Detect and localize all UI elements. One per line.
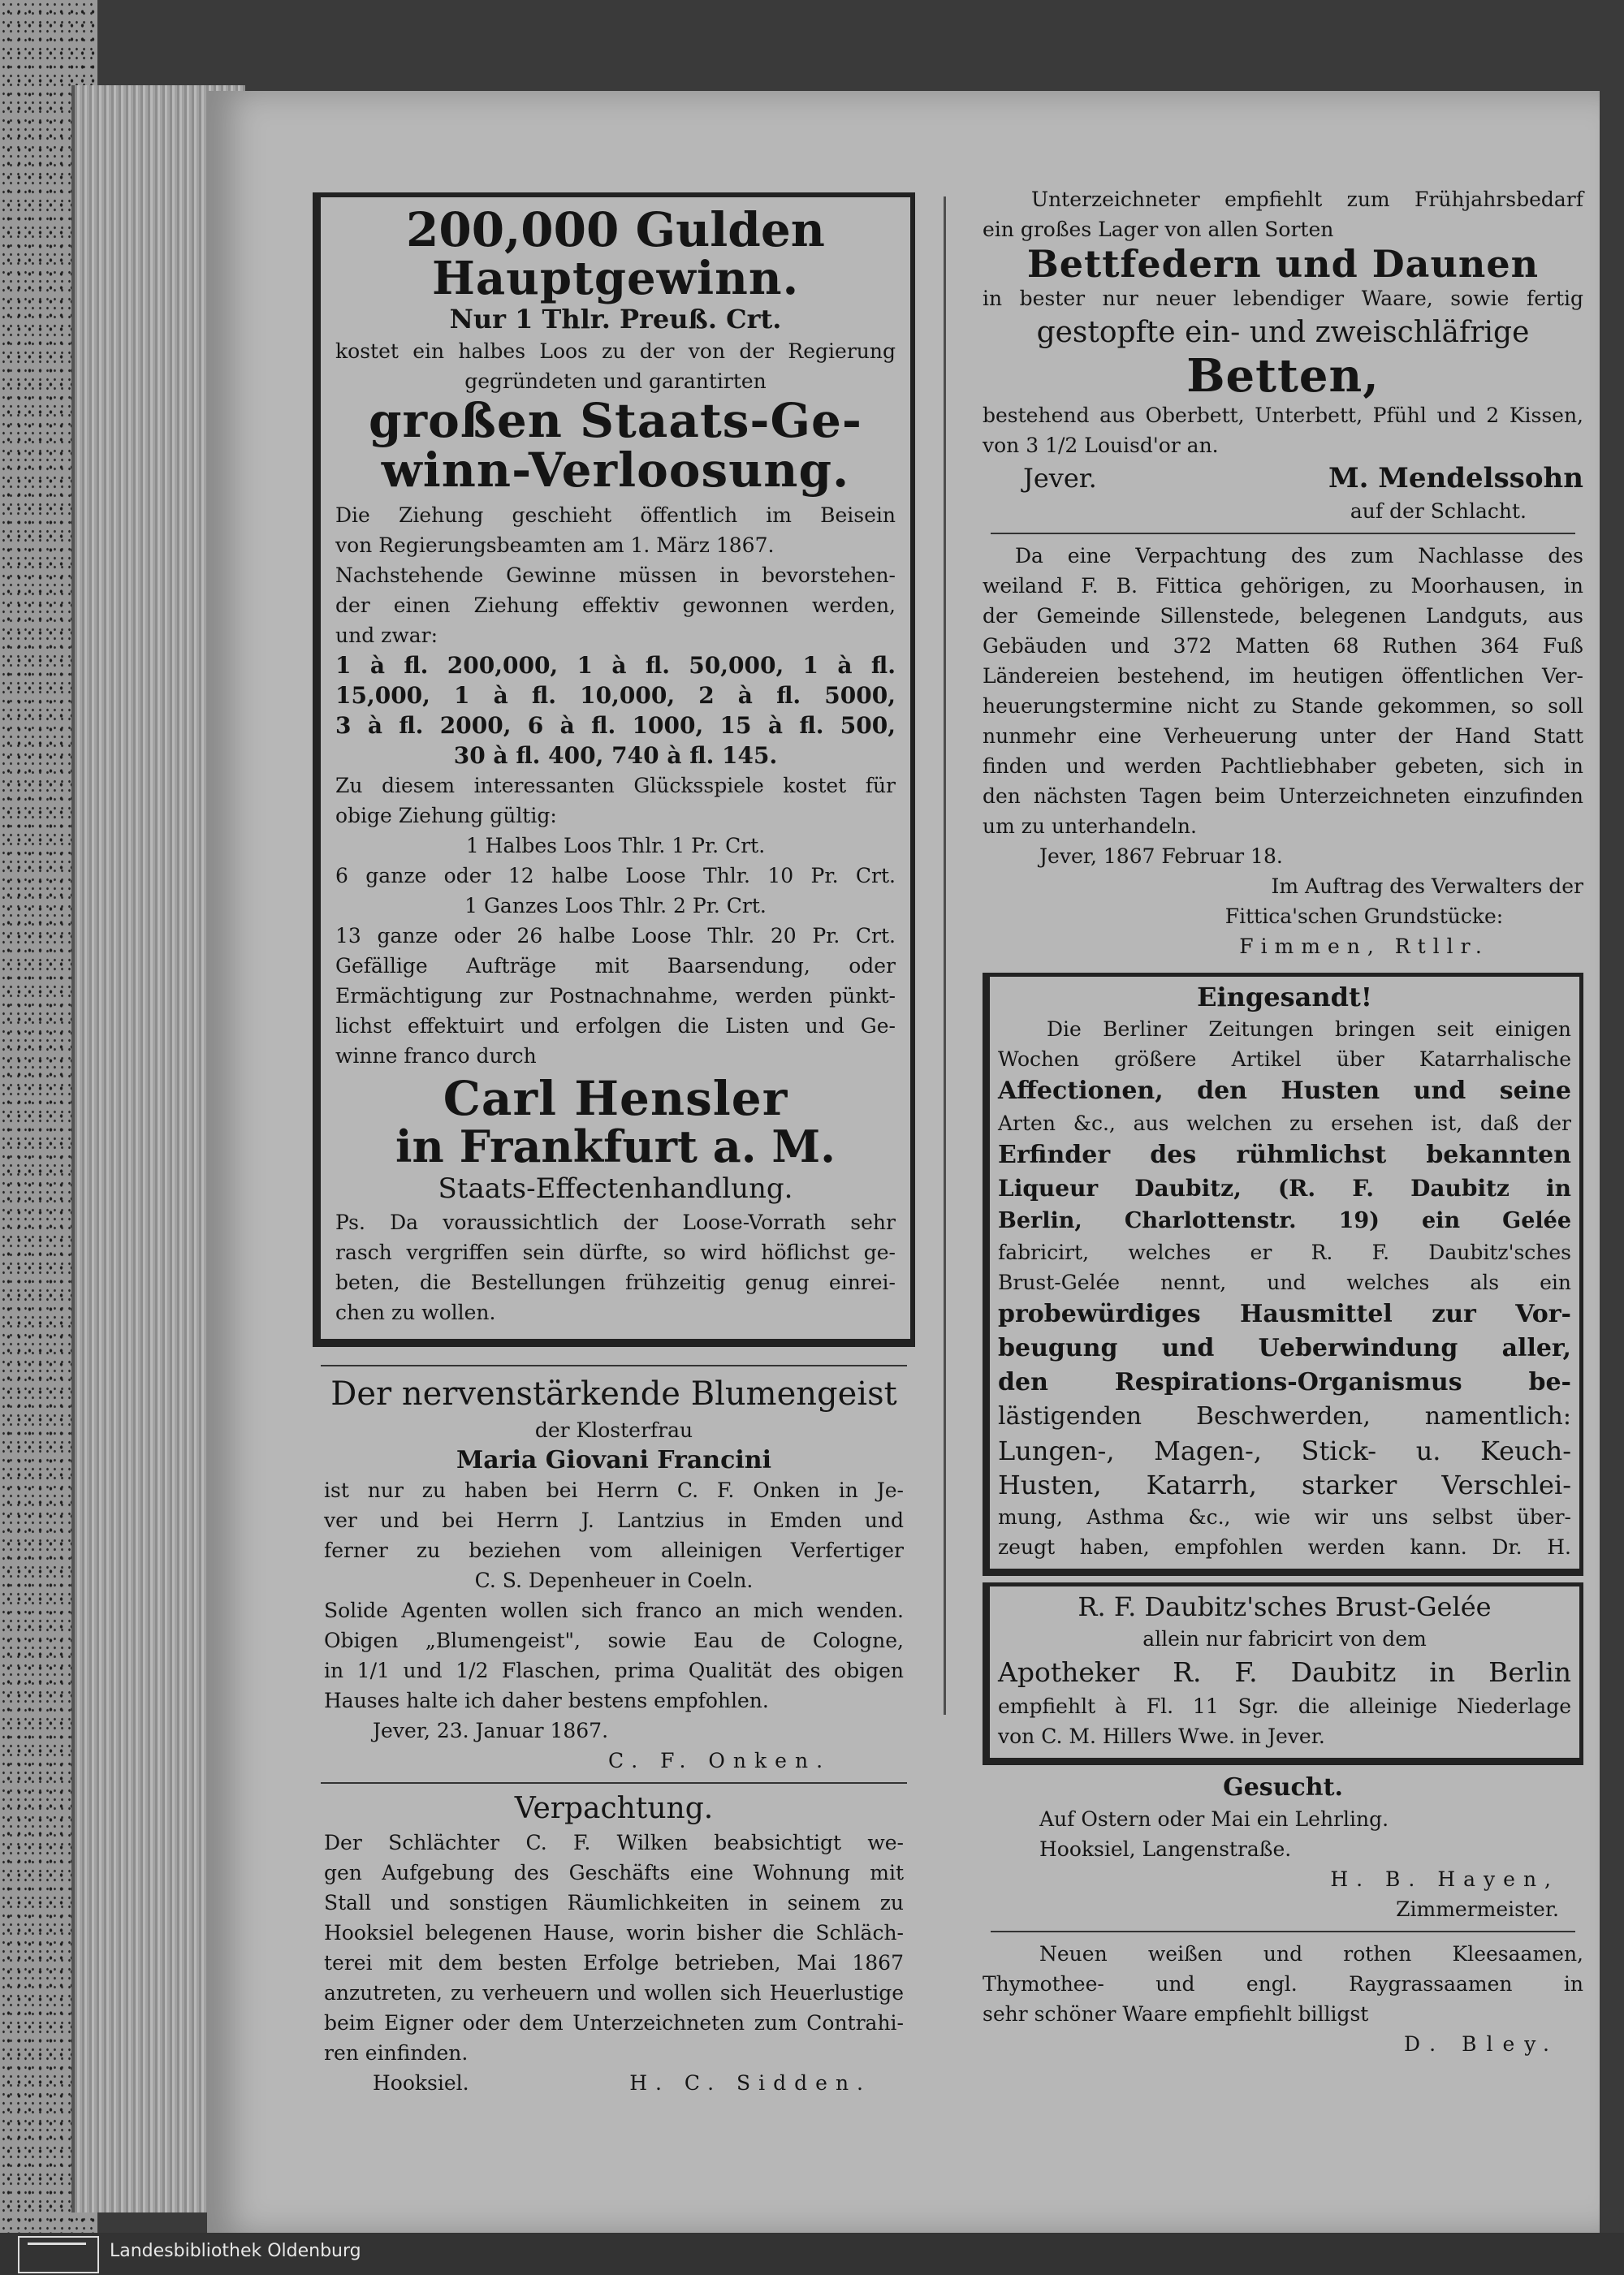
firm-type: Staats-Effectenhandlung. (438, 1172, 793, 1205)
ad-body-line: ist nur zu haben bei Herrn C. F. Onken in Je- (324, 1478, 904, 1502)
newspaper-page (207, 91, 1600, 2234)
ad-body-line: von Regierungsbeamten am 1. März 1867. (335, 533, 775, 558)
ad-body-line: Zu diesem interessanten Glücksspiele kostet für (335, 774, 896, 798)
ad-subtitle-price: Nur 1 Thlr. Preuß. Crt. (449, 303, 782, 335)
ad-line: in bester nur neuer lebendiger Waare, sowie fertig (983, 287, 1583, 311)
ad-body-line: ferner zu beziehen vom alleinigen Verfertiger (324, 1538, 904, 1562)
divider (991, 1931, 1575, 1932)
ad-title: Eingesandt! (1197, 982, 1372, 1013)
ad-line: empfiehlt à Fl. 11 Sgr. die alleinige Niederlage (998, 1694, 1571, 1719)
library-name: Landesbibliothek Oldenburg (110, 2241, 361, 2261)
ad-line: von C. M. Hillers Wwe. in Jever. (998, 1725, 1325, 1749)
gesucht-advertisement (983, 1772, 1583, 1924)
ad-body-line: Lungen-, Magen-, Stick- u. Keuch- (998, 1435, 1571, 1467)
divider (321, 1782, 907, 1784)
ad-body-line: beugung und Ueberwindung aller, (998, 1334, 1571, 1363)
ad-line: sehr schöner Waare empfiehlt billigst (983, 2002, 1369, 2027)
ad-title: R. F. Daubitz'sches Brust-Gelée (1078, 1591, 1492, 1623)
ad-body-line: probewürdiges Hausmittel zur Vor- (998, 1300, 1571, 1329)
ad-title-2: gestopfte ein- und zweischläfrige (1036, 316, 1530, 350)
ad-title-gulden: 200,000 Gulden (406, 202, 825, 257)
ad-body-line: ren einfinden. (324, 2040, 469, 2065)
ad-body-line: Ländereien bestehend, im heutigen öffentlichen Ver- (983, 664, 1583, 689)
ad-body-line: lichst effektuirt und erfolgen die Listen und Ge- (335, 1014, 896, 1038)
ad-title-3: Betten, (1186, 349, 1380, 404)
ad-price-line: 1 Ganzes Loos Thlr. 2 Pr. Crt. (464, 894, 767, 918)
ad-body-line: heuerungstermine nicht zu Stande gekommen, so soll (983, 694, 1583, 719)
firm-city: in Frankfurt a. M. (395, 1120, 836, 1172)
ad-place: Jever. (1023, 463, 1097, 494)
ad-title: Bettfedern und Daunen (1026, 242, 1540, 286)
prize-line: 15,000, 1 à fl. 10,000, 2 à fl. 5000, (335, 682, 896, 710)
ad-date: Jever, 23. Januar 1867. (373, 1718, 609, 1742)
ad-body-line: Hooksiel belegenen Hause, worin bisher die Schläch- (324, 1920, 904, 1945)
brust-gelee-box (983, 1582, 1583, 1765)
ad-line: Thymothee- und engl. Raygrassaamen in (983, 1972, 1583, 1997)
ad-place: Hooksiel. (373, 2070, 469, 2095)
ad-body-line: Liqueur Daubitz, (R. F. Daubitz in (998, 1175, 1571, 1202)
divider (321, 1365, 907, 1366)
ad-title: Der nervenstärkende Blumengeist (330, 1375, 897, 1413)
ad-body-line: der einen Ziehung effektiv gewonnen werden, (335, 594, 896, 618)
ad-body-line: in 1/1 und 1/2 Flaschen, prima Qualität des obigen (324, 1658, 904, 1682)
ad-body-line: Husten, Katarrh, starker Verschlei- (998, 1470, 1571, 1501)
ad-body-line: Obigen „Blumengeist", sowie Eau de Cologne, (324, 1628, 904, 1652)
ad-body-line: Brust-Gelée nennt, und welches als ein (998, 1271, 1571, 1295)
ad-signature: Fimmen, Rtllr. (1239, 935, 1489, 959)
ad-signature: D. Bley. (1404, 2032, 1559, 2057)
ad-body-line: Nachstehende Gewinne müssen in bevorstehen- (335, 563, 896, 588)
prize-line: 3 à fl. 2000, 6 à fl. 1000, 15 à fl. 500, (335, 712, 896, 740)
ad-subtitle: der Klosterfrau (534, 1418, 693, 1442)
ad-body-line: gen Aufgebung des Geschäfts eine Wohnung mit (324, 1860, 904, 1884)
ad-body-line: zeugt haben, empfohlen werden kann. Dr. H. (998, 1535, 1571, 1560)
ad-body-line: anzutreten, zu verheuern und wollen sich Heuerlustige (324, 1980, 904, 2005)
ad-maker: C. S. Depenheuer in Coeln. (474, 1568, 754, 1592)
ps-line: chen zu wollen. (335, 1300, 496, 1324)
ad-body-line: lästigenden Beschwerden, namentlich: (998, 1402, 1571, 1431)
left-column (313, 192, 915, 2098)
ad-line: Auf Ostern oder Mai ein Lehrling. (1039, 1807, 1389, 1832)
ad-body-line: Arten &c., aus welchen zu ersehen ist, daß der (998, 1112, 1571, 1136)
column-separator (944, 196, 946, 1715)
ad-title-hauptgewinn: Hauptgewinn. (431, 251, 800, 305)
ad-body-line: Der Schlächter C. F. Wilken beabsichtigt we- (324, 1830, 904, 1854)
ad-body-line: Wochen größere Artikel über Katarrhalische (998, 1047, 1571, 1072)
ad-line: Unterzeichneter empfiehlt zum Frühjahrsbedarf (1031, 188, 1583, 211)
ad-merchant: M. Mendelssohn (1328, 462, 1583, 495)
ad-body-line: beim Eigner oder dem Unterzeichneten zum Contrahi- (324, 2010, 904, 2035)
ad-body-line: mung, Asthma &c., wie wir uns selbst über- (998, 1505, 1571, 1530)
ad-body-line: finden und werden Pachtliebhaber gebeten, sich in (983, 754, 1583, 779)
ad-authority: Im Auftrag des Verwalters der (1271, 874, 1583, 899)
divider (991, 533, 1575, 534)
prize-line: 1 à fl. 200,000, 1 à fl. 50,000, 1 à fl. (335, 652, 896, 680)
ad-signature: H. B. Hayen, (1330, 1867, 1559, 1892)
ad-intro-line: gegründeten und garantirten (464, 369, 767, 394)
ad-body-line: Stall und sonstigen Räumlichkeiten in seinem zu (324, 1890, 904, 1915)
ad-line: ein großes Lager von allen Sorten (983, 218, 1334, 241)
ad-body-line: fabricirt, welches er R. F. Daubitz'sches (998, 1241, 1571, 1265)
ad-price-line: 6 ganze oder 12 halbe Loose Thlr. 10 Pr. Crt. (335, 864, 896, 888)
ad-line: Hooksiel, Langenstraße. (1039, 1837, 1292, 1862)
ad-body-line: obige Ziehung gültig: (335, 804, 557, 828)
ad-address: auf der Schlacht. (1350, 499, 1527, 524)
blumengeist-advertisement (313, 1373, 915, 1776)
ad-line: Neuen weißen und rothen Kleesaamen, (1039, 1942, 1583, 1966)
ad-signature: C. F. Onken. (607, 1748, 831, 1772)
ad-title: Gesucht. (1223, 1773, 1343, 1802)
ad-name: Maria Giovani Francini (456, 1445, 771, 1474)
ps-line: beten, die Bestellungen frühzeitig genug einrei- (335, 1270, 896, 1294)
ad-body-line: nunmehr eine Verheuerung unter der Hand Statt (983, 724, 1583, 749)
ad-agents: Solide Agenten wollen sich franco an mich wenden. (324, 1598, 904, 1622)
ad-body-line: Gefällige Aufträge mit Baarsendung, oder (335, 954, 896, 978)
ad-authority: Fittica'schen Grundstücke: (1224, 904, 1504, 929)
ad-body-line: terei mit dem besten Erfolge betrieben, Mai 1867 (324, 1950, 904, 1975)
library-logo-icon (18, 2236, 99, 2273)
ad-body-line: Erfinder des rühmlichst bekannten (998, 1141, 1571, 1170)
ad-body-line: den nächsten Tagen beim Unterzeichneten einzufinden (983, 784, 1583, 809)
bettfedern-advertisement (983, 184, 1583, 526)
ad-line: bestehend aus Oberbett, Unterbett, Pfühl und 2 Kissen, (983, 404, 1583, 428)
right-column (983, 184, 1583, 2059)
firm-name: Carl Hensler (443, 1071, 788, 1127)
ad-body-line: Die Berliner Zeitungen bringen seit einigen (1047, 1017, 1571, 1042)
kleesaamen-advertisement (983, 1939, 1583, 2059)
eingesandt-box (983, 973, 1583, 1576)
ad-job: Zimmermeister. (1396, 1897, 1559, 1922)
verpachtung-advertisement (313, 1790, 915, 2098)
ad-body-line: um zu unterhandeln. (983, 814, 1197, 839)
ad-body-line: der Gemeinde Sillenstede, belegenen Landguts, aus (983, 604, 1583, 628)
ad-body-line: Hauses halte ich daher bestens empfohlen. (324, 1688, 769, 1712)
ad-signature: H. C. Sidden. (629, 2070, 871, 2095)
ad-body-line: ver und bei Herrn J. Lantzius in Emden und (324, 1508, 904, 1532)
ad-intro-line: kostet ein halbes Loos zu der von der Regierung (335, 339, 896, 364)
ad-title-staats: großen Staats-Ge- (369, 393, 862, 449)
ad-line: allein nur fabricirt von dem (1142, 1627, 1427, 1651)
ps-line: rasch vergriffen sein dürfte, so wird höflichst ge- (335, 1240, 896, 1264)
ps-line: Ps. Da voraussichtlich der Loose-Vorrath sehr (335, 1210, 896, 1234)
prize-line: 30 à fl. 400, 740 à fl. 145. (453, 742, 778, 770)
ad-price-line: 13 ganze oder 26 halbe Loose Thlr. 20 Pr. Crt. (335, 924, 896, 948)
ad-title-2: Apotheker R. F. Daubitz in Berlin (998, 1656, 1571, 1689)
ad-body-line: Ermächtigung zur Postnachnahme, werden pünkt- (335, 984, 896, 1008)
ad-body-line: Affectionen, den Husten und seine (998, 1077, 1571, 1106)
ad-body-line: Berlin, Charlottenstr. 19) ein Gelée (998, 1208, 1571, 1234)
ad-price-line: 1 Halbes Loos Thlr. 1 Pr. Crt. (465, 834, 766, 858)
ad-body-line: Gebäuden und 372 Matten 68 Ruthen 364 Fuß (983, 634, 1583, 658)
ad-body-line: winne franco durch (335, 1044, 537, 1068)
ad-title-verloosung: winn-Verloosung. (381, 442, 850, 499)
ad-date: Jever, 1867 Februar 18. (1039, 844, 1283, 869)
ad-line: von 3 1/2 Louisd'or an. (983, 434, 1219, 458)
ad-body-line: Die Ziehung geschieht öffentlich im Beisein (335, 503, 896, 528)
ad-body-line: und zwar: (335, 624, 438, 648)
ad-body-line: weiland F. B. Fittica gehörigen, zu Moorhausen, in (983, 574, 1583, 598)
landgut-advertisement (983, 541, 1583, 961)
ad-body-line: den Respirations-Organismus be- (998, 1368, 1571, 1397)
ad-body-line: Da eine Verpachtung des zum Nachlasse des (1015, 544, 1583, 568)
ad-title: Verpachtung. (514, 1791, 714, 1825)
lottery-advertisement (313, 192, 915, 1347)
